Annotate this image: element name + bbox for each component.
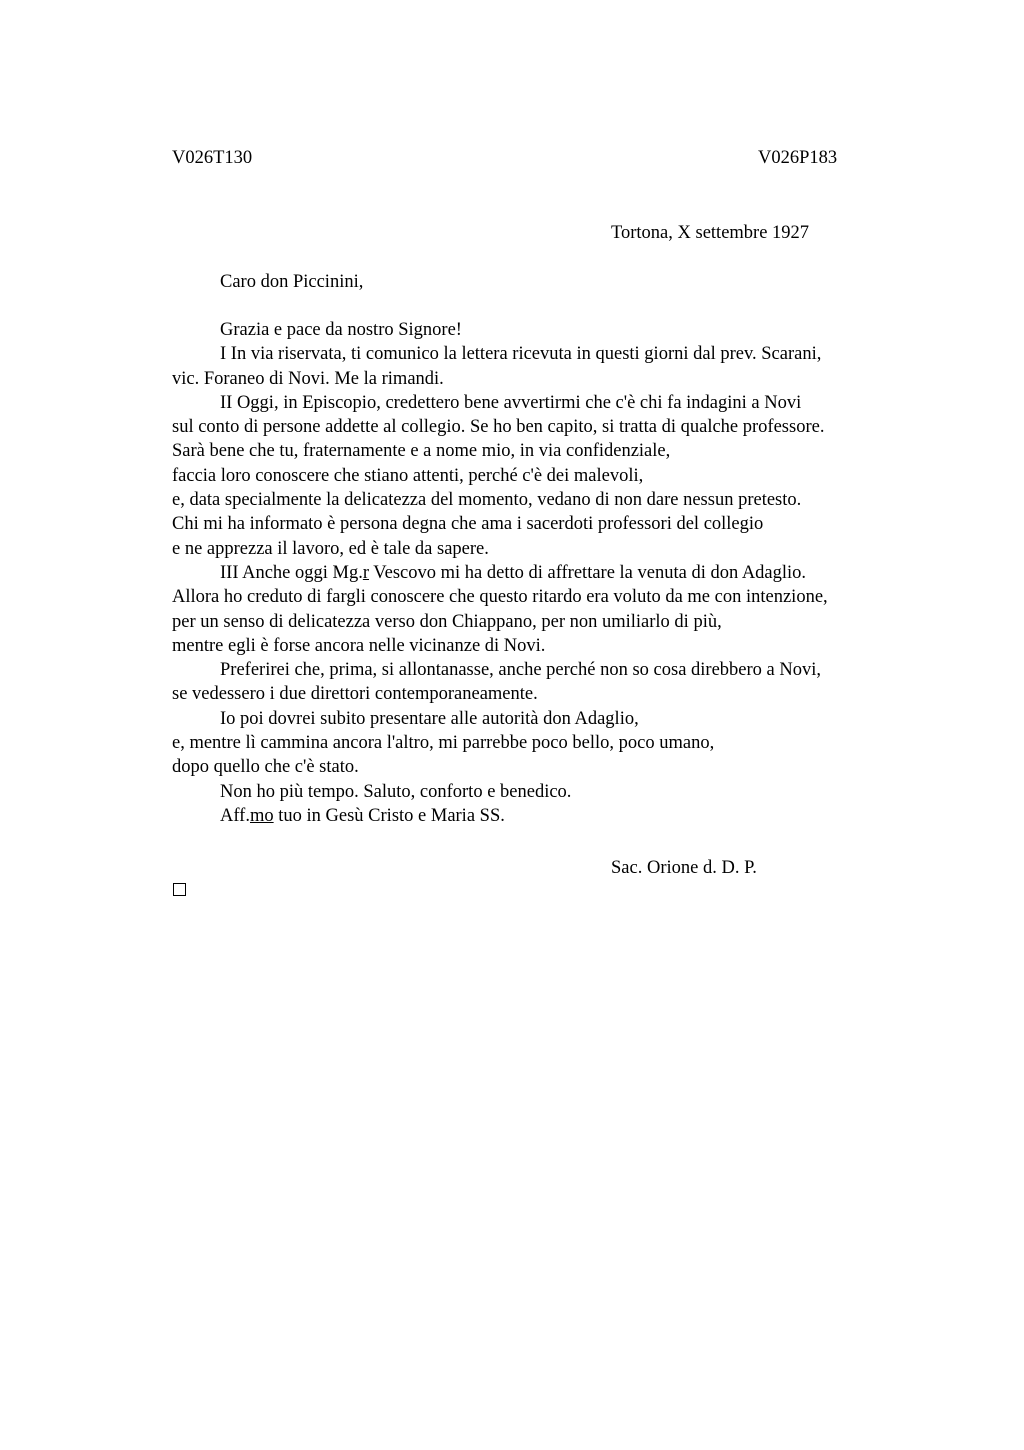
letter-body — [172, 318, 828, 828]
abbreviation-superscript: mo — [249, 805, 274, 826]
paragraph-3-text: Vescovo mi ha detto di affrettare la venuta di don Adaglio. — [369, 562, 807, 583]
paragraph-5-line: dopo quello che c'è stato. — [172, 757, 359, 778]
paragraph-4-line: se vedessero i due direttori contemporaneamente. — [172, 684, 538, 705]
paragraph-5-line: e, mentre lì cammina ancora l'altro, mi parrebbe poco bello, poco umano, — [172, 733, 715, 754]
end-marker-box — [173, 883, 186, 896]
document-code-right: V026P183 — [758, 148, 838, 168]
paragraph-3-line: per un senso di delicatezza verso don Chiappano, per non umiliarlo di più, — [172, 611, 722, 632]
closing-text: Aff. — [220, 805, 250, 826]
paragraph-2-line: Sarà bene che tu, fraternamente e a nome mio, in via confidenziale, — [172, 441, 671, 462]
closing-line — [172, 804, 828, 828]
document-code-left: V026T130 — [172, 148, 253, 168]
paragraph-3-line: mentre egli è forse ancora nelle vicinanze di Novi. — [172, 635, 546, 656]
paragraph-3-text: III Anche oggi Mg. — [220, 562, 363, 583]
paragraph-2-line: Chi mi ha informato è persona degna che ama i sacerdoti professori del collegio — [172, 514, 764, 535]
paragraph-2-line: faccia loro conoscere che stiano attenti, perché c'è dei malevoli, — [172, 465, 644, 486]
paragraph-3-line: Allora ho creduto di fargli conoscere che questo ritardo era voluto da me con intenzione, — [172, 587, 828, 608]
paragraph-2-line: e, data specialmente la delicatezza del momento, vedano di non dare nessun pretesto. — [172, 490, 802, 511]
paragraph-2-line: sul conto di persone addette al collegio. Se ho ben capito, si tratta di qualche professore. — [172, 417, 825, 438]
salutation: Caro don Piccinini, — [220, 272, 364, 292]
paragraph-1-line: I In via riservata, ti comunico la lettera ricevuta in questi giorni dal prev. Scarani, — [220, 344, 822, 365]
abbreviation-superscript: r — [362, 562, 370, 583]
paragraph-1-line: vic. Foraneo di Novi. Me la rimandi. — [172, 368, 444, 389]
paragraph-2-line: II Oggi, in Episcopio, credettero bene avvertirmi che c'è chi fa indagini a Novi — [220, 392, 802, 413]
signature: Sac. Orione d. D. P. — [611, 858, 757, 878]
paragraph-2-line: e ne apprezza il lavoro, ed è tale da sapere. — [172, 538, 489, 559]
place-date: Tortona, X settembre 1927 — [611, 223, 810, 243]
greeting: Grazia e pace da nostro Signore! — [220, 320, 462, 340]
paragraph-3-line — [172, 561, 828, 585]
paragraph-4-line: Preferirei che, prima, si allontanasse, anche perché non so cosa direbbero a Novi, — [220, 660, 822, 681]
closing-line: Non ho più tempo. Saluto, conforto e benedico. — [220, 781, 572, 802]
closing-text: tuo in Gesù Cristo e Maria SS. — [273, 805, 505, 826]
paragraph-5-line: Io poi dovrei subito presentare alle autorità don Adaglio, — [220, 708, 639, 729]
